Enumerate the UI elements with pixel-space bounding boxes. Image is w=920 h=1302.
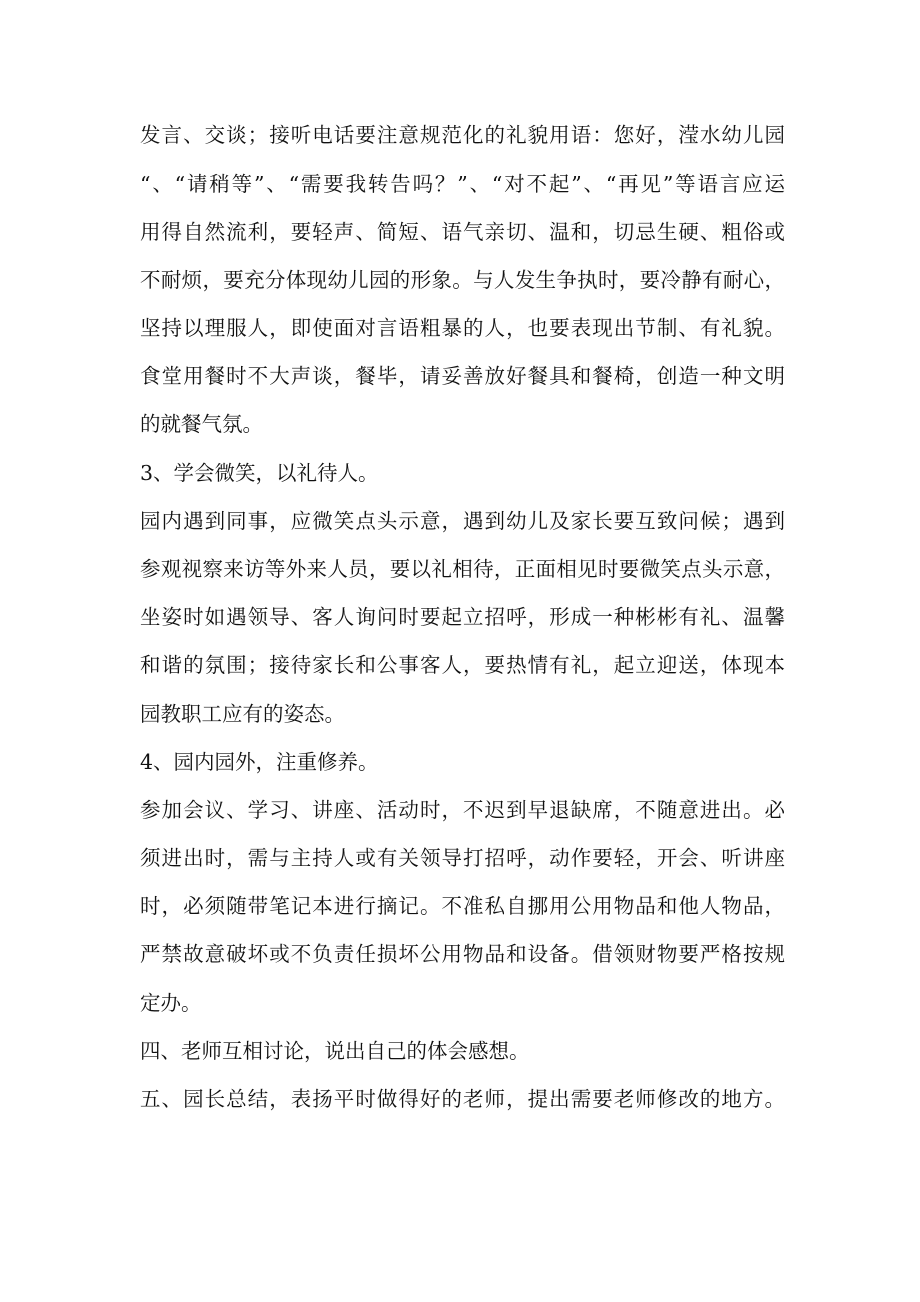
paragraph-line: 坚持以理服人，即使面对言语粗暴的人，也要表现出节制、有礼貌。 — [140, 316, 785, 340]
paragraph-line: 食堂用餐时不大声谈，餐毕，请妥善放好餐具和餐椅，创造一种文明 — [140, 364, 785, 388]
paragraph-line: 坐姿时如遇领导、客人询问时要起立招呼，形成一种彬彬有礼、温馨 — [140, 605, 785, 629]
section-heading: 3、学会微笑，以礼待人。 — [140, 461, 379, 485]
paragraph-line: 不耐烦，要充分体现幼儿园的形象。与人发生争执时，要冷静有耐心， — [140, 268, 785, 292]
paragraph-line: 严禁故意破坏或不负责任损坏公用物品和设备。借领财物要严格按规 — [140, 942, 785, 966]
section-heading: 五、园长总结，表扬平时做得好的老师，提出需要老师修改的地方。 — [140, 1087, 785, 1111]
paragraph-line: 参加会议、学习、讲座、活动时，不迟到早退缺席，不随意进出。必 — [140, 798, 785, 822]
paragraph-line: 园内遇到同事，应微笑点头示意，遇到幼儿及家长要互致问候；遇到 — [140, 509, 785, 533]
paragraph-line: 用得自然流利，要轻声、简短、语气亲切、温和，切忌生硬、粗俗或 — [140, 220, 785, 244]
paragraph-line: 的就餐气氛。 — [140, 412, 263, 436]
paragraph-line: 和谐的氛围；接待家长和公事客人，要热情有礼，起立迎送，体现本 — [140, 653, 785, 677]
paragraph-line: 参观视察来访等外来人员，要以礼相待，正面相见时要微笑点头示意， — [140, 557, 785, 581]
paragraph-line: 定办。 — [140, 991, 202, 1015]
paragraph-line: 园教职工应有的姿态。 — [140, 702, 345, 726]
paragraph-line: 发言、交谈；接听电话要注意规范化的礼貌用语：您好，滢水幼儿园 — [140, 123, 785, 147]
paragraph-line: 时，必须随带笔记本进行摘记。不准私自挪用公用物品和他人物品， — [140, 894, 785, 918]
section-heading: 四、老师互相讨论，说出自己的体会感想。 — [140, 1039, 530, 1063]
section-heading: 4、园内园外，注重修养。 — [140, 750, 379, 774]
paragraph-line: 须进出时，需与主持人或有关领导打招呼，动作要轻，开会、听讲座 — [140, 846, 785, 870]
paragraph-line: “、“请稍等”、“需要我转告吗？”、“对不起”、“再见”等语言应运 — [140, 172, 785, 196]
